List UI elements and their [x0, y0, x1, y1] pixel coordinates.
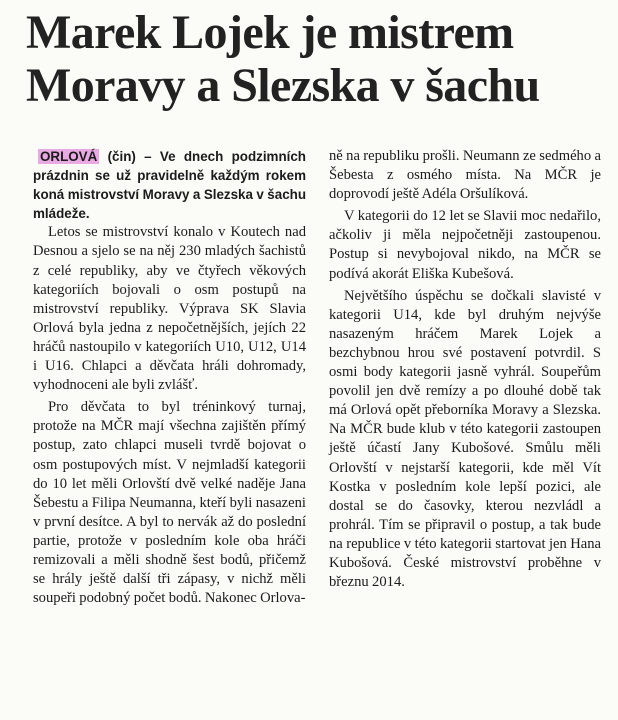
article-lead: [33, 147, 306, 223]
paragraph-2-text: Pro děvčata to byl tréninkový turnaj, protože na MČR mají všechna zajištěn přímý postup, zato chlapci museli tvrdě bojovat o osm postupových míst. V nejmladší kategorii do 10 let měli Orlovští dvě velké naděje Jana Šebestu a Filipa Neumanna, kteří byli nasazeni v první desítce. A byl to nervák až do poslední partie, protože v posledním kole oba hráči remizovali a měli shodně šest bodů, přičemž se hrály ještě další tři zápasy, v nichž měli soupeři podobný počet bodů. Nakonec Orlova-: [33, 399, 306, 607]
headline-line-1: Marek Lojek je mistrem: [26, 6, 514, 59]
headline: [26, 6, 606, 112]
lead-text: Ve dnech podzimních prázdnin se už pravidelně každým rokem koná mistrovství Moravy a Slezska v šachu mládeže.: [33, 149, 306, 222]
article-column-right: [329, 147, 601, 592]
article-column-left: [33, 147, 306, 608]
paragraph-4: Největšího úspěchu se dočkali slavisté v kategorii U14, kde byl druhým nejvýše nasazeným hráčem Marek Lojek a bezchybnou hrou své postavení potvrdil. S osmi body kategorii jasně vyhrál. Soupeřům povolil jen dvě remízy a po dlouhé době tak má Orlová opět přeborníka Moravy a Slezska. Na MČR bude klub v této kategorii zastoupen ještě účastí Jany Kubošové. Smůlu měli Orlovští v nejstarší kategorii, kde měl Vít Kostka v posledním kole lepší pozici, ale dostal se do časovky, kterou nezvládl a prohrál. Tím se připravil o postup, a tak bude na republice v této kategorii startovat jen Hana Kubošová. České mistrovství proběhne v březnu 2014.: [329, 287, 601, 591]
paragraph-3: V kategorii do 12 let se Slavii moc nedařilo, ačkoliv ji měla nejpočetněji zastoupenou. Postup si nevybojoval nikdo, na MČR se podívá akorát Eliška Kubešová.: [329, 208, 601, 282]
dateline-source: (čin) –: [99, 149, 160, 164]
dateline-place: ORLOVÁ: [40, 149, 98, 164]
paragraph-2: [33, 398, 306, 608]
paragraph-2-continued-text: ně na republiku prošli. Neumann ze sedmého a Šebesta z osmého místa. Na MČR je doprovodí ještě Adéla Oršulíková.: [329, 148, 601, 203]
headline-line-2: Moravy a Slezska v šachu: [26, 59, 540, 112]
paragraph-1: Letos se mistrovství konalo v Koutech nad Desnou a sjelo se na něj 230 mladých šachistů z celé republiky, aby ve čtyřech věkových kategoriích bojovali o osm postupů na mistrovství republiky. Výprava SK Slavia Orlová byla jedna z nepočetnějších, jejích 22 hráčů nastoupilo v kategoriích U10, U12, U14 i U16. Chlapci a děvčata hráli dohromady, vyhodnoceni ale byli zvlášť.: [33, 224, 306, 394]
paragraph-2-continued: [329, 147, 601, 204]
